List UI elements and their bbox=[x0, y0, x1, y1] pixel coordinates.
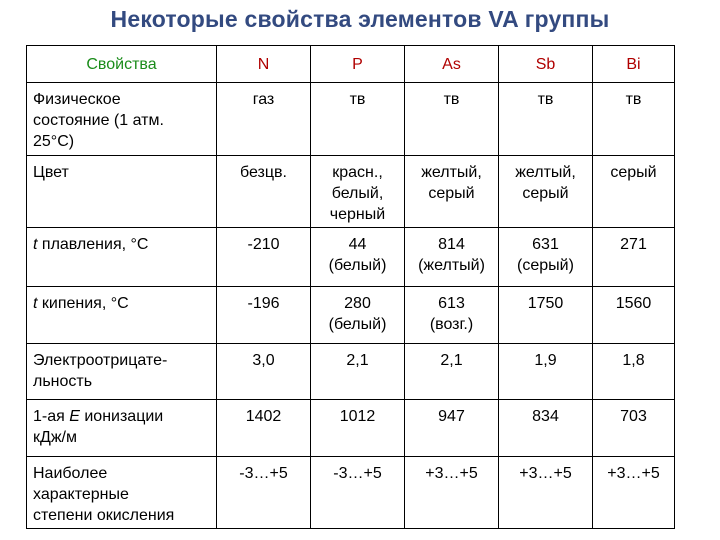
table-cell: 1402 bbox=[217, 400, 311, 457]
table-cell: 2,1 bbox=[405, 344, 499, 400]
row-label bbox=[27, 228, 217, 287]
header-element-sb: Sb bbox=[499, 46, 593, 83]
table-row-ionization-energy bbox=[27, 400, 675, 457]
table-cell: +3…+5 bbox=[405, 457, 499, 529]
table-cell: газ bbox=[217, 83, 311, 156]
header-element-n: N bbox=[217, 46, 311, 83]
row-label: Наиболее характерные степени окисления bbox=[27, 457, 217, 529]
table-cell: 834 bbox=[499, 400, 593, 457]
table-cell: 271 bbox=[593, 228, 675, 287]
table-cell: 1,9 bbox=[499, 344, 593, 400]
table-cell: красн., белый, черный bbox=[311, 156, 405, 228]
table-cell: 1560 bbox=[593, 287, 675, 344]
row-label-text: ионизации кДж/м bbox=[33, 408, 164, 446]
header-element-as: As bbox=[405, 46, 499, 83]
table-cell: серый bbox=[593, 156, 675, 228]
table-row-boiling-point bbox=[27, 287, 675, 344]
table-cell: 280 (белый) bbox=[311, 287, 405, 344]
table-cell: 2,1 bbox=[311, 344, 405, 400]
page-title: Некоторые свойства элементов VA группы bbox=[110, 6, 610, 32]
table-cell: 1750 bbox=[499, 287, 593, 344]
table-cell: тв bbox=[499, 83, 593, 156]
row-label bbox=[27, 287, 217, 344]
row-label: Электроотрицате- льность bbox=[27, 344, 217, 400]
row-label-italic: E bbox=[69, 408, 80, 425]
row-label-text: плавления, °C bbox=[37, 236, 149, 253]
table-cell: -3…+5 bbox=[311, 457, 405, 529]
table-cell: 814 (желтый) bbox=[405, 228, 499, 287]
row-label-italic: t bbox=[33, 236, 38, 253]
table-cell: тв bbox=[405, 83, 499, 156]
properties-table bbox=[26, 45, 675, 529]
table-cell: 3,0 bbox=[217, 344, 311, 400]
table-cell: 947 bbox=[405, 400, 499, 457]
table-cell: 631 (серый) bbox=[499, 228, 593, 287]
table-row-melting-point bbox=[27, 228, 675, 287]
table-row-oxidation-states bbox=[27, 457, 675, 529]
row-label: Физическое состояние (1 атм. 25°C) bbox=[27, 83, 217, 156]
table-row-physical-state bbox=[27, 83, 675, 156]
table-row-color bbox=[27, 156, 675, 228]
row-label-text: кипения, °C bbox=[37, 295, 129, 312]
table-cell: желтый, серый bbox=[405, 156, 499, 228]
table-cell: +3…+5 bbox=[593, 457, 675, 529]
table-cell: 44 (белый) bbox=[311, 228, 405, 287]
table-cell: желтый, серый bbox=[499, 156, 593, 228]
header-properties: Свойства bbox=[27, 46, 217, 83]
table-cell: 703 bbox=[593, 400, 675, 457]
table-cell: 1,8 bbox=[593, 344, 675, 400]
row-label-italic: t bbox=[33, 295, 38, 312]
table-cell: тв bbox=[593, 83, 675, 156]
header-element-bi: Bi bbox=[593, 46, 675, 83]
row-label-prefix: 1-ая bbox=[33, 408, 70, 425]
table-cell: +3…+5 bbox=[499, 457, 593, 529]
table-cell: -196 bbox=[217, 287, 311, 344]
table-cell: безцв. bbox=[217, 156, 311, 228]
table-cell: -210 bbox=[217, 228, 311, 287]
table-cell: -3…+5 bbox=[217, 457, 311, 529]
row-label: Цвет bbox=[27, 156, 217, 228]
table-cell: тв bbox=[311, 83, 405, 156]
table-cell: 613 (возг.) bbox=[405, 287, 499, 344]
table-header-row bbox=[27, 46, 675, 83]
table-cell: 1012 bbox=[311, 400, 405, 457]
row-label bbox=[27, 400, 217, 457]
table-row-electronegativity bbox=[27, 344, 675, 400]
header-element-p: P bbox=[311, 46, 405, 83]
